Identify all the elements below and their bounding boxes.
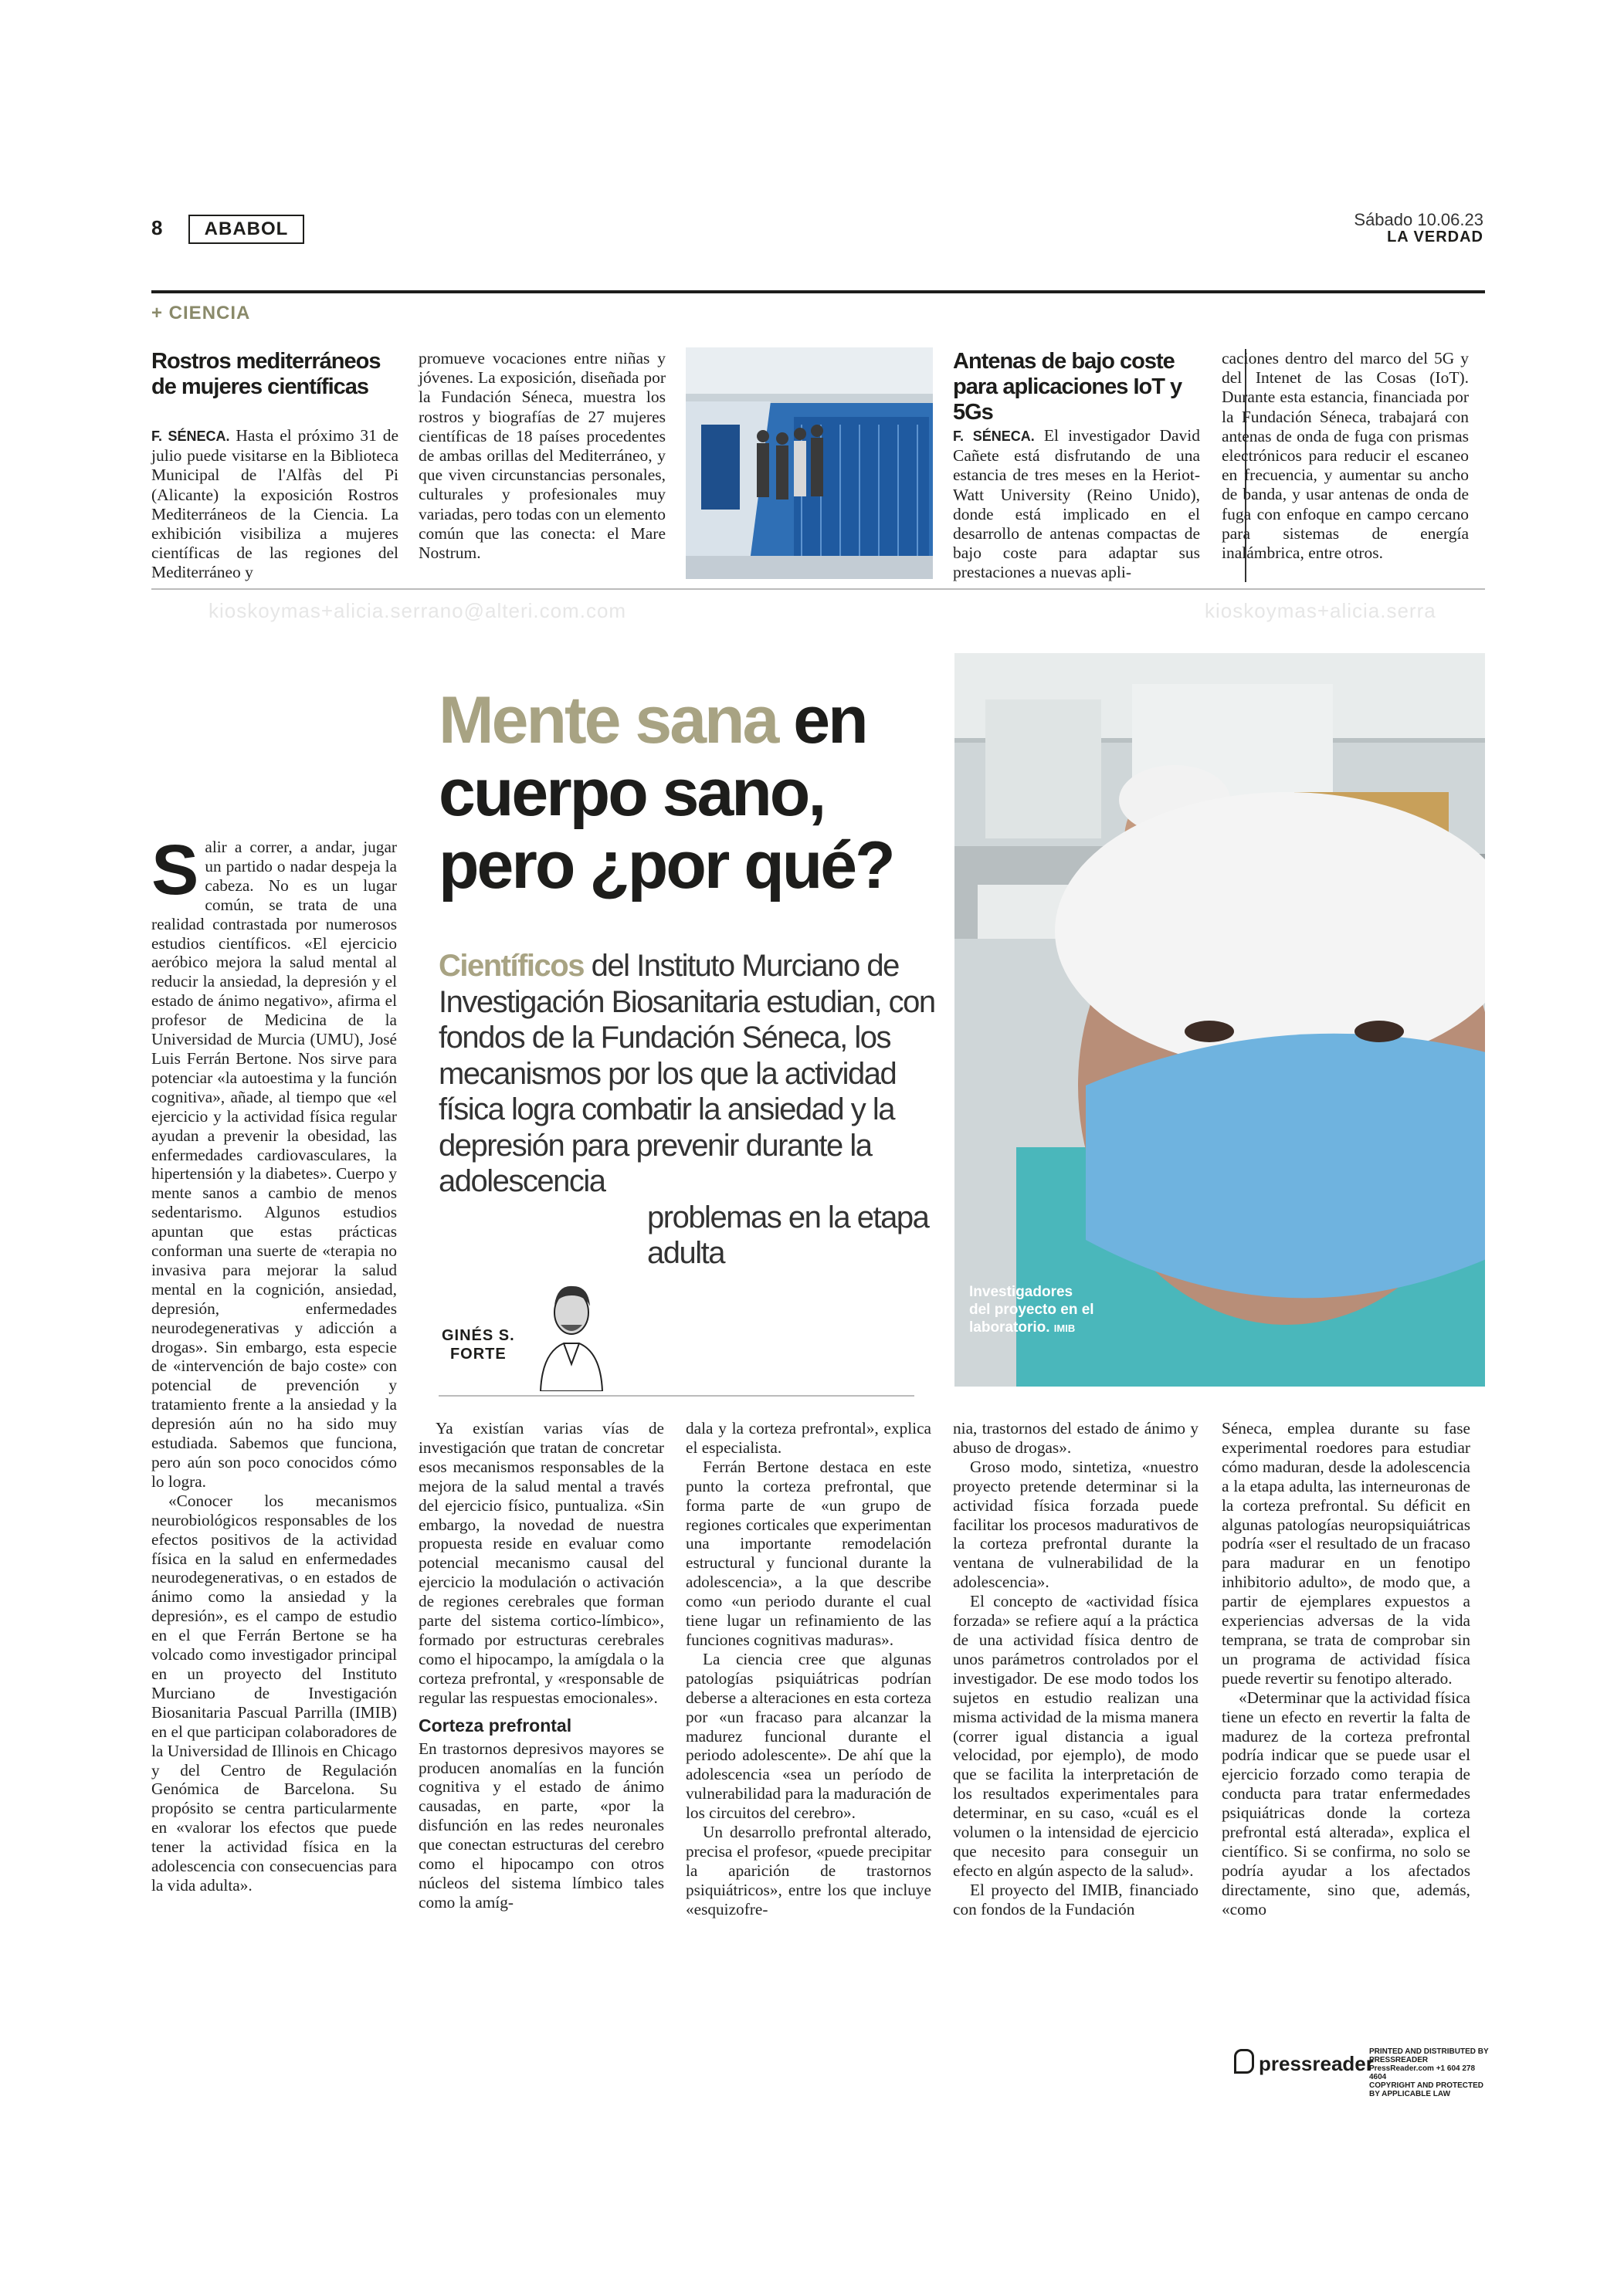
caption-line-3-text: laboratorio. (969, 1319, 1050, 1336)
column-5-paragraph-1: Séneca, emplea durante su fase experimental roedores para estudiar cómo maduran, desde la adolescencia a la etapa adulta, las interneuronas de la corteza prefrontal. Su déficit en algunas patologías neuropsiquiátricas podría «ser el resultado de un fracaso para madurar en un fenotipo inhibitorio adulto», de modo que, a partir de ejemplares expuestos a experiencias adversas de la vida temprana, se trata de comprobar sin un programa de actividad física puede revertir su fenotipo alterado. (1222, 1419, 1470, 1688)
laboratory-photo-image (954, 653, 1485, 1387)
headline-rest: en cuerpo sano, pero ¿por qué? (439, 683, 893, 902)
author-first: GINÉS S. (442, 1327, 515, 1344)
deck-accent: Científicos (439, 949, 584, 983)
byline-rule (439, 1395, 914, 1397)
watermark-left: kioskoymas+alicia.serrano@alteri.com.com (209, 599, 627, 622)
pressreader-line-3: COPYRIGHT AND PROTECTED BY APPLICABLE LAW (1369, 2081, 1483, 2098)
brief1-byline: F. SÉNECA. (151, 428, 230, 444)
author-photo (525, 1260, 618, 1391)
deck-main: del Instituto Murciano de Investigación Biosanitaria estudian, con fondos de la Fundación Séneca, los mecanismos por los que la actividad física logra combatir la ansiedad y la depresión para prevenir durante la adolescencia (439, 949, 935, 1198)
article-deck (439, 948, 948, 1272)
caption-line-2: del proyecto en el (969, 1302, 1094, 1318)
newspaper-name: LA VERDAD (1387, 229, 1483, 246)
brief2-col2: caciones dentro del marco del 5G y del Intenet de las Cosas (IoT). Durante esta estancia, financiada por la Fundación Séneca, trabajará con antenas de onda de fuga con prismas electrónicos para reducir el escaneo en frecuencia, y aumentar su ancho de banda, y usar antenas de onda de fuga con enfoque en campo cercano para sistemas de energía inalámbrica, entre otros. (1222, 349, 1469, 563)
article-column-1 (151, 831, 397, 1895)
brief1-col2: promueve vocaciones entre niñas y jóvenes. La exposición, diseñada por la Fundación Séneca, muestra los rostros y biografías de 27 mujeres científicas de 18 países procedentes de ambas orillas del Mediterráneo, y que viven circunstancias personales, culturales y profesionales muy variadas, pero todas con un elemento común que las conecta: el Mare Nostrum. (419, 349, 666, 563)
column-1-paragraph-2: «Conocer los mecanismos neurobiológicos responsables de los efectos positivos de la actividad física en la salud en enfermedades neurodegenerativas, o en estados de ánimo como la ansiedad y la depresión», es el campo de estudio en el que Ferrán Bertone se ha volcado como investigador principal en un proyecto del Instituto Murciano de Investigación Biosanitaria Pascual Parrilla (IMIB) en el que participan colaboradores de la Universidad de Illinois en Chicago y del Centro de Regulación Genómica de Barcelona. Su propósito se centra particularmente en «valorar los efectos que puede tener la actividad física en la adolescencia con consecuencias para la vida adulta». (151, 1491, 397, 1895)
brief2-col1 (953, 426, 1200, 583)
article-column-5 (1222, 1419, 1470, 1919)
pressreader-logo-icon (1234, 2049, 1254, 2074)
column-3-paragraph-4: Un desarrollo prefrontal alterado, precisa el profesor, «puede precipitar la aparición de trastornos psiquiátricos», entre los que incluye «esquizofre- (686, 1823, 931, 1918)
pressreader-line-1: PRINTED AND DISTRIBUTED BY PRESSREADER (1369, 2047, 1489, 2064)
deck-tail: problemas en la etapa adulta (647, 1200, 929, 1270)
article-column-3 (686, 1419, 931, 1919)
laboratory-photo (954, 653, 1485, 1387)
column-4-paragraph-1: nia, trastornos del estado de ánimo y abuso de drogas». (953, 1419, 1199, 1457)
column-5-paragraph-2: «Determinar que la actividad física tiene un efecto en revertir la falta de madurez de la corteza prefrontal podría indicar que se puede usar el ejercicio forzado como terapia de conducta para tratar enfermedades psiquiátricas donde la corteza prefrontal está alterada», explica el científico. Si se confirma, no solo se podría ayudar a los afectados directamente, sino que, además, «como (1222, 1688, 1470, 1918)
pressreader-line-2: PressReader.com +1 604 278 4604 (1369, 2064, 1476, 2081)
caption-line-1: Investigadores (969, 1284, 1073, 1300)
pressreader-brand: pressreader (1259, 2052, 1374, 2075)
article-column-2 (419, 1419, 664, 1912)
header-rule (151, 290, 1485, 293)
column-3-paragraph-3: La ciencia cree que algunas patologías psiquiátricas podrían deberse a alteraciones en esta corteza por «un fracaso para alcanzar la madurez funcional durante el periodo adolescente». De ahí que la adolescencia «sea un período de vulnerabilidad para la maduración de los circuitos del cerebro». (686, 1649, 931, 1823)
photo-credit: IMIB (1053, 1322, 1076, 1334)
pressreader-logo (1234, 2049, 1374, 2076)
column-4-paragraph-2: Groso modo, sintetiza, «nuestro proyecto pretende determinar si la actividad física forzada puede facilitar los procesos madurativos de la corteza prefrontal durante la ventana de vulnerabilidad de la adolescencia». (953, 1457, 1199, 1592)
brief1-col1 (151, 426, 398, 583)
page-number: 8 (151, 216, 163, 239)
author-last: FORTE (449, 1346, 507, 1363)
column-4-paragraph-4: El proyecto del IMIB, financiado con fondos de la Fundación (953, 1880, 1199, 1918)
column-3-paragraph-1: dala y la corteza prefrontal», explica el especialista. (686, 1419, 931, 1457)
brief2-title: Antenas de bajo coste para aplicaciones IoT y 5Gs (953, 349, 1182, 425)
caption-line-3 (969, 1319, 1094, 1337)
column-2-paragraph-2: En trastornos depresivos mayores se producen anomalías en la función cognitiva y el estado de ánimo causadas, en parte, «por la disfunción en las redes neuronales que conectan estructuras del cerebro como el hipocampo con otros núcleos del sistema límbico tales como la amíg- (419, 1739, 664, 1912)
headline-accent: Mente sana (439, 683, 778, 757)
column-1-paragraph-1-text: alir a correr, a andar, jugar un partido o nadar despeja la cabeza. No es un lugar común, se trata de una realidad contrastada por numerosos estudios científicos. «El ejercicio aeróbico mejora la salud mental al reducir la ansiedad, la depresión y el estado de ánimo negativo», afirma el profesor de Medicina de la Universidad de Murcia (UMU), José Luis Ferrán Bertone. Nos sirve para potenciar «la autoestima y la función cognitiva», añade, al tiempo que «el ejercicio y la actividad física regular ayudan a prevenir la obesidad, las enfermedades cardiovasculares, la hipertensión y la diabetes». Cuerpo y mente sanos a cambio de menos sedentarismo. Algunos estudios apuntan que estas prácticas conforman una suerte de «terapia no invasiva para mejorar la salud mental en la cognición, ansiedad, depresión, enfermedades neurodegenerativas y adicción a drogas». Sin embargo, esta especie de «intervención de bajo coste» con potencial de prevención y tratamiento frente a la ansiedad y la depresión aún no ha sido muy estudiada. Sabemos que funciona, pero aún son poco conocidos cómo lo logra. (151, 838, 397, 1491)
brief2-col1-text: El investigador David Cañete está disfrutando de una estancia de tres meses en la Heriot-Watt University (Reino Unido), donde está implicado en el desarrollo de antenas compactas de bajo coste para adaptar sus prestaciones a nuevas apli- (953, 426, 1200, 582)
watermark-right: kioskoymas+alicia.serra (1205, 599, 1436, 622)
column-2-paragraph-1: Ya existían varias vías de investigación que tratan de concretar esos mecanismos responsables de la mejora de la salud mental a través del ejercicio físico, puntualiza. «Sin embargo, la novedad de nuestra propuesta reside en evaluar como potencial mecanismo causal del ejercicio la modulación o activación de regiones cerebrales que forman parte del sistema cortico-límbico», formado por estructuras cerebrales como el hipocampo, la amígdala o la corteza prefrontal, y «responsable de regular las respuestas emocionales». (419, 1419, 664, 1707)
photo-caption (969, 1283, 1094, 1337)
section-subhead: Corteza prefrontal (419, 1715, 572, 1736)
brief1-col1-text: Hasta el próximo 31 de julio puede visitarse en la Biblioteca Municipal de l'Alfàs del Pi (Alicante) la exposición Rostros Mediterráneos de la Ciencia. La exhibición visibiliza a mujeres científicas de las regiones del Mediterráneo y (151, 426, 398, 582)
drop-cap: S (151, 831, 199, 909)
pressreader-notice (1369, 2047, 1489, 2098)
issue-date: Sábado 10.06.23 (1354, 210, 1483, 229)
column-3-paragraph-2: Ferrán Bertone destaca en este punto la corteza prefrontal, que forma parte de «un grupo de regiones corticales que experimentan una importante remodelación estructural y funcional durante la adolescencia», a la que describe como «un periodo durante el cual tiene lugar un refinamiento de las funciones cognitivas maduras». (686, 1457, 931, 1649)
briefs-bottom-rule (151, 588, 1485, 590)
author-name (442, 1326, 515, 1363)
section-kicker: + CIENCIA (151, 303, 251, 323)
brief1-title: Rostros mediterráneos de mujeres científicas (151, 349, 381, 399)
column-1-paragraph-1 (151, 831, 397, 1492)
article-headline (439, 684, 948, 902)
column-4-paragraph-3: El concepto de «actividad física forzada» se refiere aquí a la práctica de una actividad física dentro de unos parámetros controlados por el investigador. De ese modo todos los sujetos en estudio realizan una misma actividad de la misma manera (correr igual distancia a igual velocidad, por ejemplo), de modo que se facilita la interpretación de los resultados experimentales para determinar, en su caso, «cuál es el volumen o la intensidad de ejercicio que necesito para conseguir un efecto en algún aspecto de la salud». (953, 1592, 1199, 1880)
brief2-byline: F. SÉNECA. (953, 428, 1035, 444)
exhibition-photo-image (686, 347, 933, 579)
pressreader-footer (1234, 2047, 1489, 2098)
section-name: ABABOL (188, 215, 304, 244)
article-column-4 (953, 1419, 1199, 1919)
exhibition-photo (686, 347, 933, 579)
